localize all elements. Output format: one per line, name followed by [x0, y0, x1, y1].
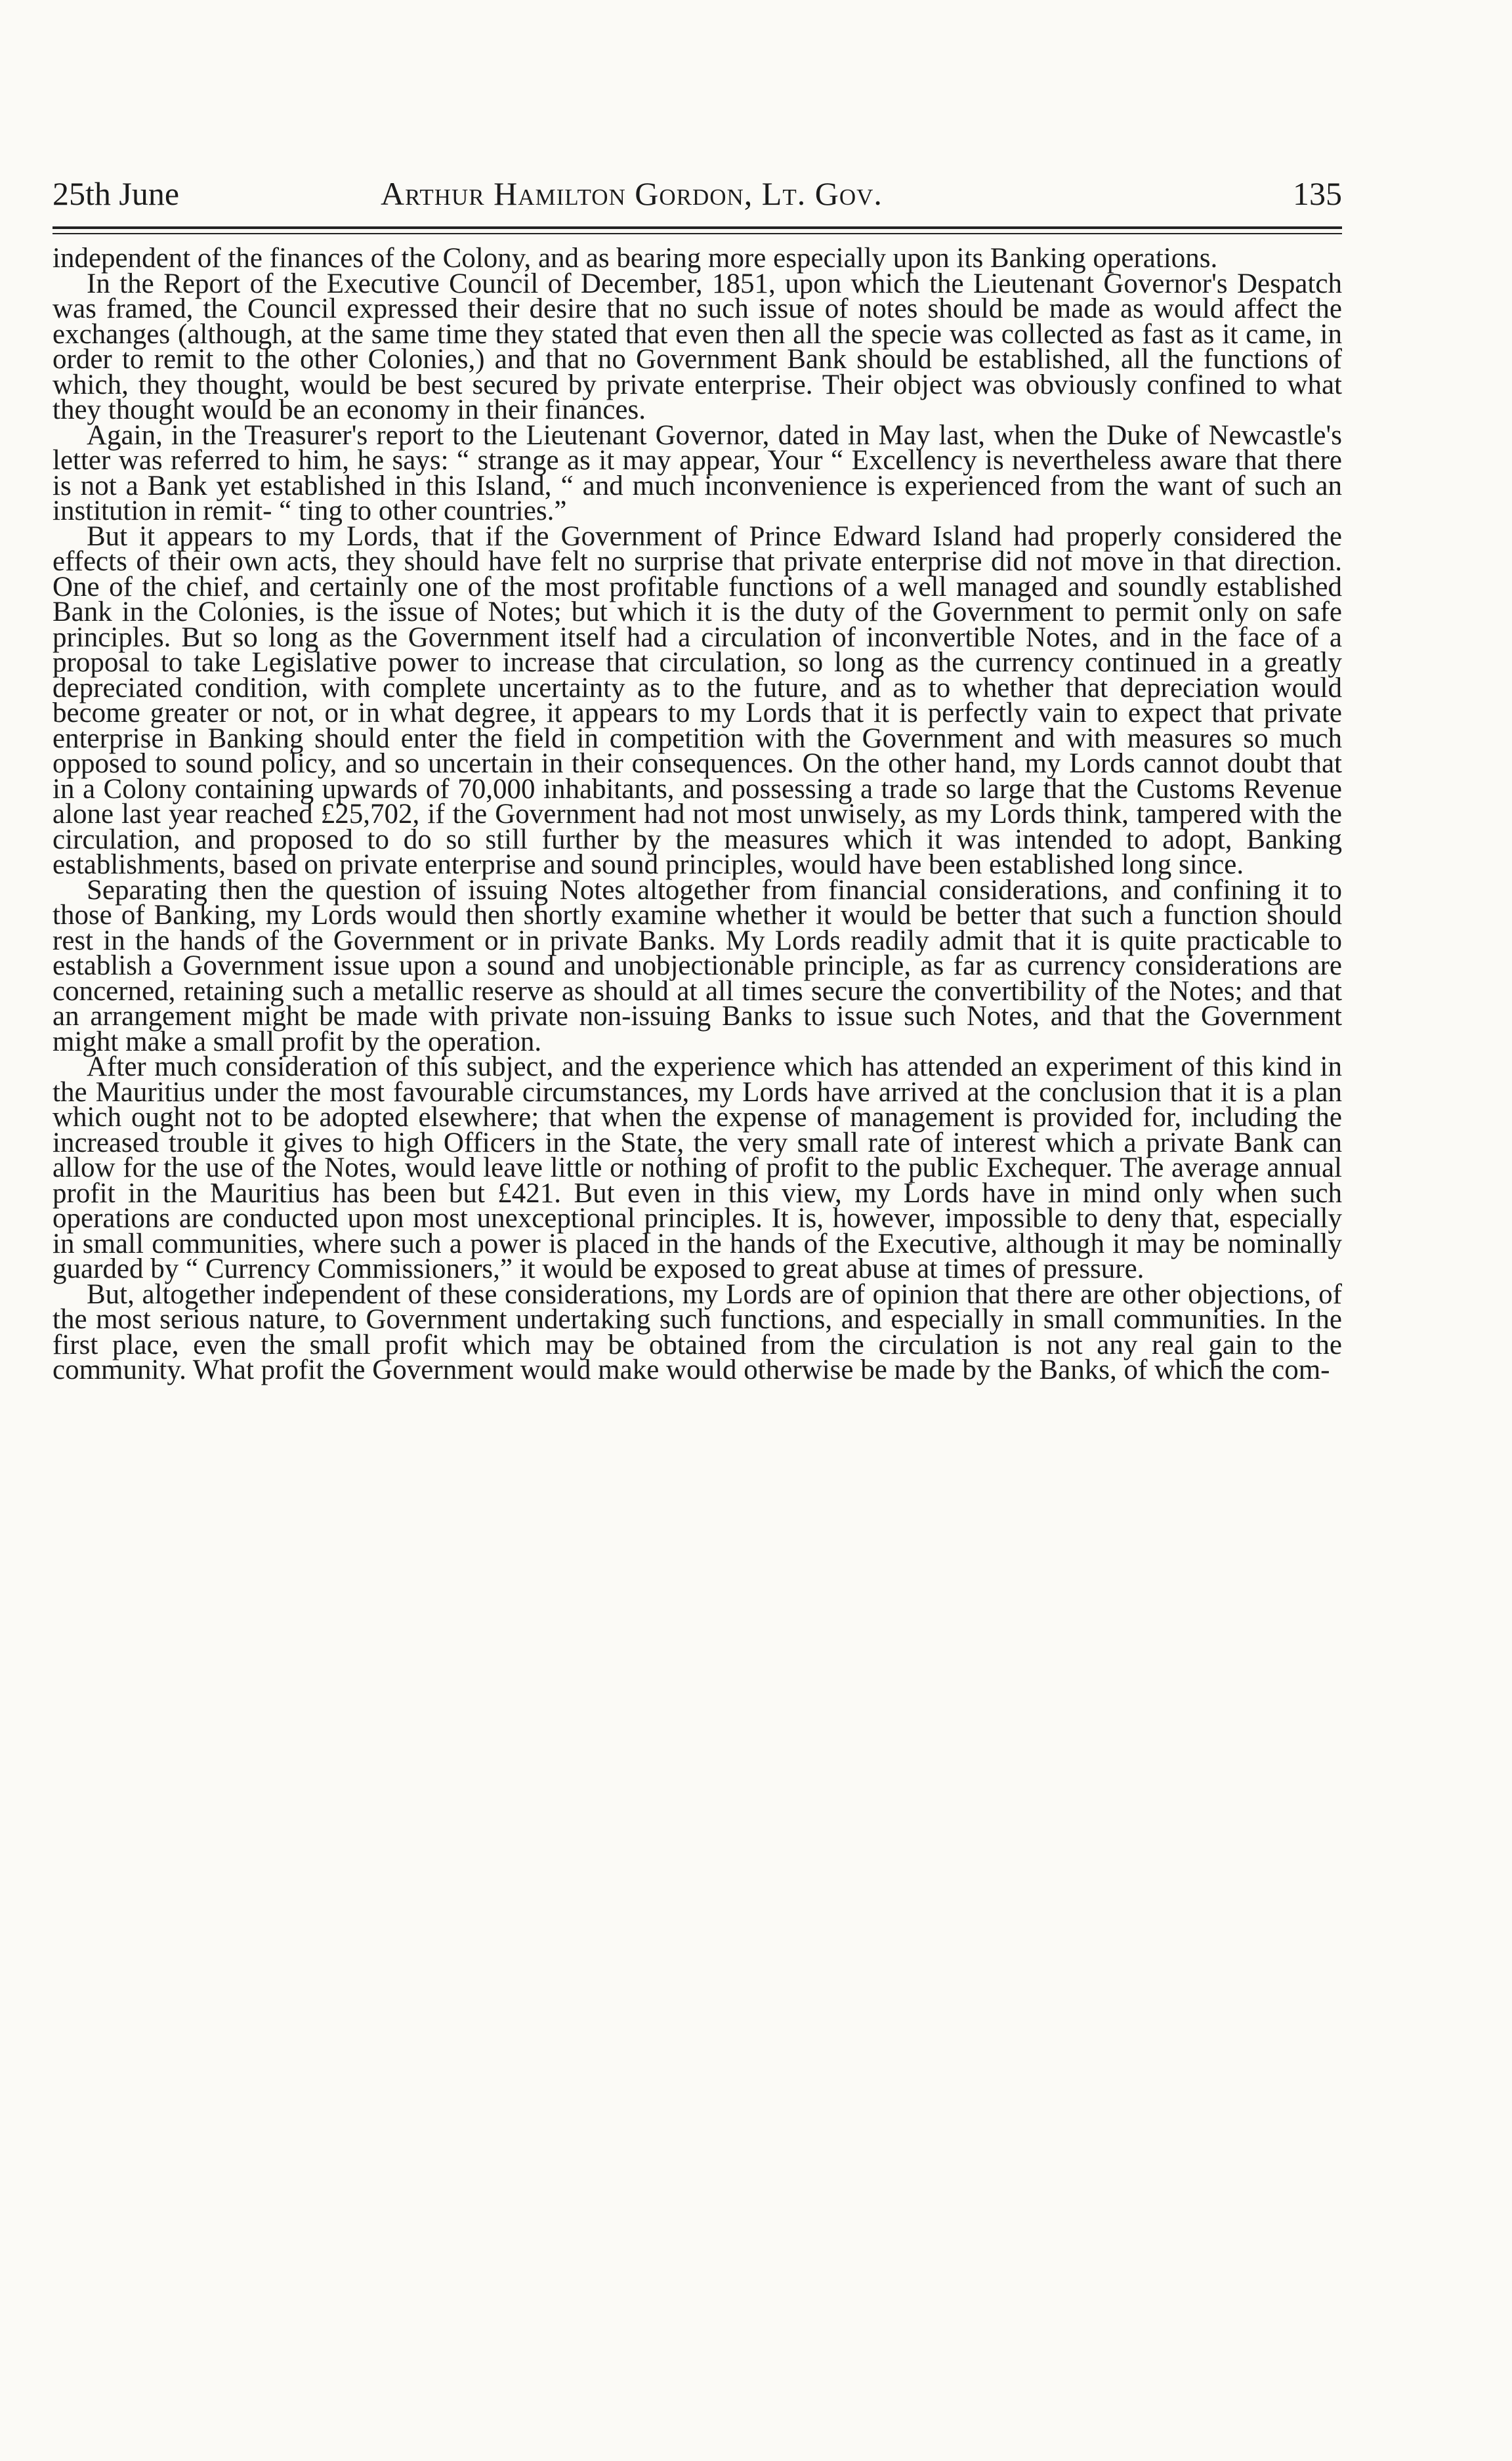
paragraph-other-objections: But, altogether independent of these considerations, my Lords are of opinion that there are other objections, of the most serious nature, to Government undertaking such functions, and especially in small communities. In the first place, even the small profit which may be obtained from the circulation is not any real gain to the community. What profit the Government would make would otherwise be made by the Banks, of which the com-: [52, 1278, 1342, 1385]
document-page: [52, 167, 1342, 1383]
header-date: 25th June: [52, 175, 180, 212]
page-header: [52, 167, 1342, 220]
paragraph-executive-council: In the Report of the Executive Council of December, 1851, upon which the Lieutenant Governor's Despatch was framed, the Council expressed their desire that no such issue of notes should be made as would affect the exchanges (although, at the same time they stated that even then all the specie was collected as fast as it came, in order to remit to the other Colonies,) and that no Government Bank should be established, all the functions of which, they thought, would be best secured by private enterprise. Their object was obviously confined to what they thought would be an economy in their finances.: [52, 268, 1342, 425]
paragraph-mauritius-experiment: After much consideration of this subject, and the experience which has attended an experiment of this kind in the Mauritius under the most favourable circumstances, my Lords have arrived at the conclusion that it is a plan which ought not to be adopted elsewhere; that when the expense of management is provided for, including the increased trouble it gives to high Officers in the State, the very small rate of interest which a private Bank can allow for the use of the Notes, would leave little or nothing of profit to the public Exchequer. The average annual profit in the Mauritius has been but £421. But even in this view, my Lords have in mind only when such operations are conducted upon most unexceptional principles. It is, however, impossible to deny that, especially in small communities, where such a power is placed in the hands of the Executive, although it may be nominally guarded by “ Currency Commissioners,” it would be exposed to great abuse at times of pressure.: [52, 1051, 1342, 1284]
paragraph-separating-question: Separating then the question of issuing Notes altogether from financial considerations, and confining it to those of Banking, my Lords would then shortly examine whether it would be better that such a function should rest in the hands of the Government or in private Banks. My Lords readily admit that it is quite practicable to establish a Government issue upon a sound and unobjectionable principle, as far as currency considerations are concerned, retaining such a metallic reserve as should at all times secure the convertibility of the Notes; and that an arrangement might be made with private non-issuing Banks to issue such Notes, and that the Government might make a small profit by the operation.: [52, 874, 1342, 1057]
paragraph-continuation: independent of the finances of the Colony, and as bearing more especially upon its Banking operations.: [52, 243, 1218, 274]
paragraph-treasurer-report: Again, in the Treasurer's report to the Lieutenant Governor, dated in May last, when the Duke of Newcastle's letter was referred to him, he says: “ strange as it may appear, Your “ Excellency is nevertheless aware that there is not a Bank yet established in this Island, “ and much inconvenience is experienced from the want of such an institution in remit- “ ting to other countries.”: [52, 419, 1342, 526]
header-rule: [52, 226, 1342, 234]
paragraph-government-notes: But it appears to my Lords, that if the Government of Prince Edward Island had properly considered the effects of their own acts, they should have felt no surprise that private enterprise did not move in that direction. One of the chief, and certainly one of the most profitable functions of a well managed and soundly established Bank in the Colonies, is the issue of Notes; but which it is the duty of the Government to permit only on safe principles. But so long as the Government itself had a circulation of inconvertible Notes, and in the face of a proposal to take Legislative power to increase that circulation, so long as the currency continued in a greatly depreciated condition, with complete uncertainty as to the future, and as to whether that depreciation would become greater or not, or in what degree, it appears to my Lords that it is perfectly vain to expect that private enterprise in Banking should enter the field in competition with the Government and with measures so much opposed to sound policy, and so uncertain in their consequences. On the other hand, my Lords cannot doubt that in a Colony containing upwards of 70,000 inhabitants, and possessing a trade so large that the Customs Revenue alone last year reached £25,702, if the Government had not most unwisely, as my Lords think, tampered with the circulation, and proposed to do so still further by the measures which it was intended to adopt, Banking establishments, based on private enterprise and sound principles, would have been established long since.: [52, 520, 1342, 880]
body-text: [52, 243, 1342, 1385]
page-number: 135: [1293, 175, 1342, 212]
running-title: Arthur Hamilton Gordon, Lt. Gov.: [381, 175, 883, 212]
